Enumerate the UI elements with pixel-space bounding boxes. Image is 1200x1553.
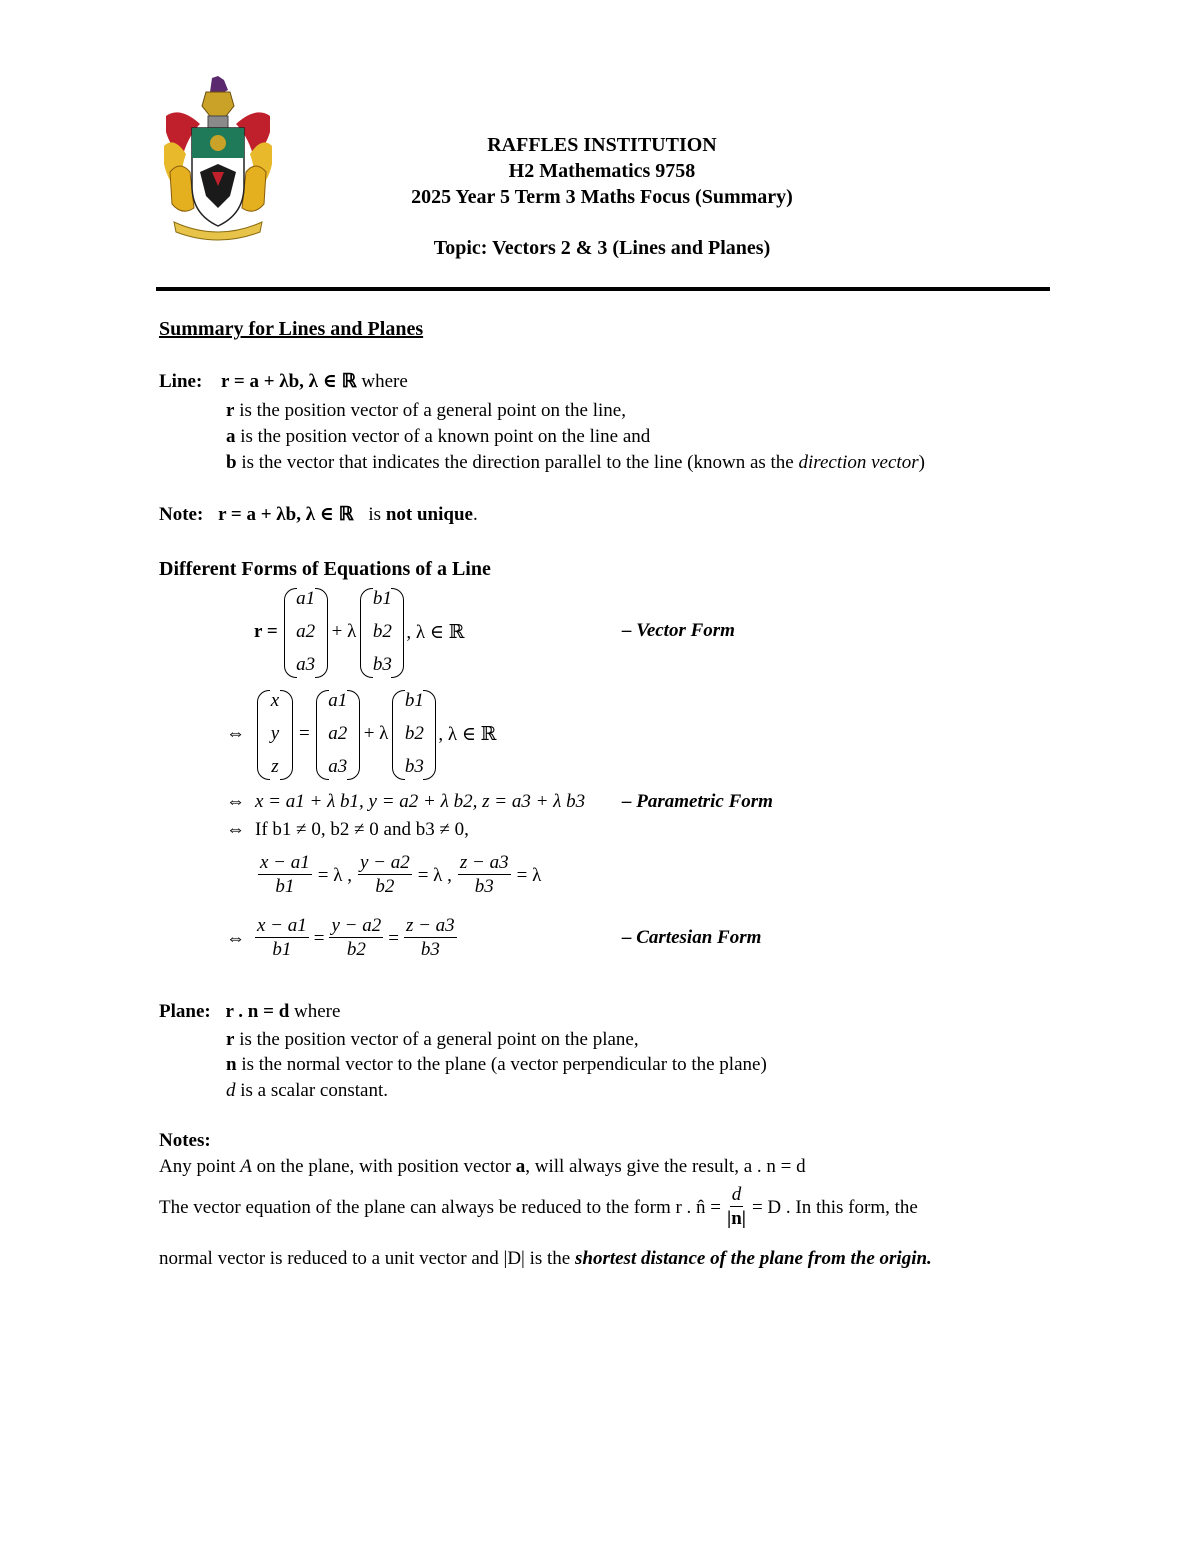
line-b-desc: b is the vector that indicates the direction parallel to the line (known as the direction vector)	[226, 452, 925, 473]
course-title: 2025 Year 5 Term 3 Maths Focus (Summary)	[411, 186, 793, 208]
d-over-norm-n: $\frac{d}{|n|}$	[727, 1184, 746, 1229]
cartesian-equation: ⇔ $\frac{x - a1}{b1}$ = $\frac{y - a2}{b2}$ = $\frac{z - a3}{b3}$	[226, 915, 455, 960]
notes-line-1: Any point A on the plane, with position vector a, will always give the result, a . n = d	[159, 1156, 806, 1177]
a-column-vector	[284, 588, 328, 676]
x-fraction: $\frac{x - a1}{b1}$	[260, 852, 310, 897]
line-where: where	[361, 371, 408, 392]
parametric-equation: ⇔ x = a1 + λ b1, y = a2 + λ b2, z = a3 + λ b3	[226, 791, 586, 812]
line-r-desc: r is the position vector of a general point on the line,	[226, 400, 626, 421]
y-fraction: $\frac{y - a2}{b2}$	[359, 852, 410, 897]
vector-form-label: – Vector Form	[622, 620, 735, 641]
line-definition	[159, 370, 408, 393]
if-condition: ⇔ If b1 ≠ 0, b2 ≠ 0 and b3 ≠ 0,	[226, 819, 469, 840]
cartesian-form-label: – Cartesian Form	[622, 927, 762, 948]
subject-title: H2 Mathematics 9758	[508, 160, 696, 182]
parametric-form-label: – Parametric Form	[622, 791, 773, 812]
note-line: Note: r = a + λb, λ ∈ ℝ is not unique.	[159, 504, 478, 525]
plane-definition: Plane: r . n = d where	[159, 1001, 341, 1022]
xyz-form-equation: ⇔ x y z = a1 a2 a3 + λ b1 b2 b3 , λ ∈ ℝ	[226, 690, 496, 778]
line-equation: r = a + λb, λ ∈ ℝ	[221, 371, 357, 392]
forms-heading: Different Forms of Equations of a Line	[159, 558, 491, 580]
topic-title: Topic: Vectors 2 & 3 (Lines and Planes)	[433, 237, 771, 259]
a-col-entries: a1 a2 a3	[296, 588, 316, 675]
vector-form-equation: r = a1 a2 a3 + λ b1 b2 b3 , λ ∈ ℝ	[254, 588, 464, 676]
header-divider	[156, 287, 1050, 291]
plane-d-desc: d is a scalar constant.	[226, 1080, 388, 1101]
lambda-fractions: $\frac{x - a1}{b1}$ = λ , $\frac{y - a2}{b2}$ = λ , $\frac{z - a3}{b3}$ = λ	[260, 852, 542, 897]
xyz-column-vector: x y z	[257, 690, 293, 778]
line-a-desc: a is the position vector of a known point on the line and	[226, 426, 651, 447]
b-column-vector: b1 b2 b3	[360, 588, 404, 676]
plane-r-desc: r is the position vector of a general point on the plane,	[226, 1029, 639, 1050]
z-fraction: $\frac{z - a3}{b3}$	[459, 852, 509, 897]
line-label: Line:	[159, 371, 203, 392]
notes-heading: Notes:	[159, 1130, 211, 1151]
notes-line-2: The vector equation of the plane can always be reduced to the form r . n̂ = $\frac{d}{|n|}$ = D . In this form, the	[159, 1184, 918, 1229]
notes-line-3: normal vector is reduced to a unit vector and |D| is the shortest distance of the plane from the origin.	[159, 1248, 932, 1269]
summary-heading: Summary for Lines and Planes	[159, 318, 424, 340]
institution-name: RAFFLES INSTITUTION	[487, 134, 717, 156]
plane-n-desc: n is the normal vector to the plane (a vector perpendicular to the plane)	[226, 1054, 767, 1075]
raffles-crest-logo	[160, 76, 276, 242]
